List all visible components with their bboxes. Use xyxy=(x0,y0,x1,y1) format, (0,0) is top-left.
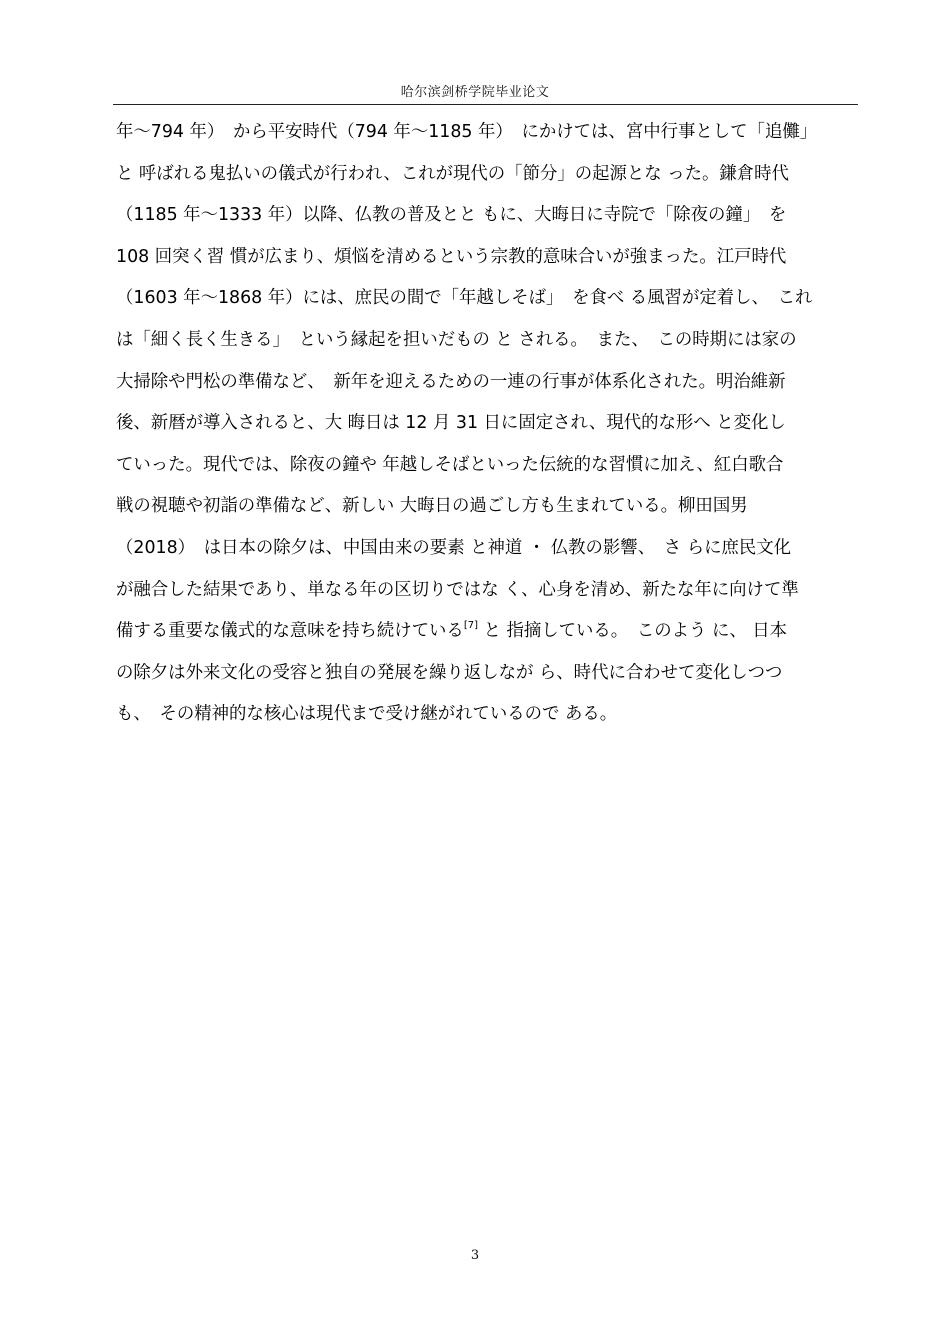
header-divider xyxy=(113,104,858,105)
text-line: （1603 年～1868 年）には、庶民の間で「年越しそば」 を食べ る風習が定着し、 これ xyxy=(116,288,813,309)
citation-reference: [7] xyxy=(463,620,478,632)
text-line: 108 回突く習 慣が広まり、煩悩を清めるという宗教的意味合いが強まった。江戸時代 xyxy=(116,246,787,267)
body-paragraph xyxy=(116,117,866,741)
citation-line-before: 備する重要な儀式的な意味を持ち続けている xyxy=(116,621,464,642)
text-line: と 呼ばれる鬼払いの儀式が行われ、これが現代の「節分」の起源とな った。鎌倉時代 xyxy=(116,163,789,184)
text-line: が融合した結果であり、単なる年の区切りではな く、心身を清め、新たな年に向けて準 xyxy=(116,579,799,600)
page-number: 3 xyxy=(470,1248,480,1263)
text-line: 大掃除や門松の準備など、 新年を迎えるための一連の行事が体系化された。明治維新 xyxy=(116,371,786,392)
text-line: も、 その精神的な核心は現代まで受け継がれているので ある。 xyxy=(116,704,618,725)
text-line: ていった。現代では、除夜の鐘や 年越しそばといった伝統的な習慣に加え、紅白歌合 xyxy=(116,454,784,475)
text-line: は「細く長く生きる」 という縁起を担いだもの と される。 また、 この時期には家の xyxy=(116,329,797,350)
text-line: 年～794 年） から平安時代（794 年～1185 年） にかけては、宮中行事として「追儺」 xyxy=(116,122,818,142)
text-line: の除夕は外来文化の受容と独自の発展を繰り返しなが ら、時代に合わせて変化しつつ xyxy=(116,662,783,683)
text-line-with-citation xyxy=(116,616,866,658)
text-line: （2018） は日本の除夕は、中国由来の要素 と神道 ・ 仏教の影響、 さ らに庶民文化 xyxy=(116,537,792,558)
citation-line-after: と 指摘している。 このよう に、 日本 xyxy=(478,621,788,642)
text-line: 戦の視聴や初詣の準備など、新しい 大晦日の過ごし方も生まれている。柳田国男 xyxy=(116,496,748,517)
text-line: （1185 年～1333 年）以降、仏教の普及とと もに、大晦日に寺院で「除夜の鐘」 を xyxy=(116,205,787,226)
text-line: 後、新暦が導入されると、大 晦日は 12 月 31 日に固定され、現代的な形へ と変化し xyxy=(116,413,786,434)
page-header-title: 哈尔滨剑桥学院毕业论文 xyxy=(400,85,550,100)
